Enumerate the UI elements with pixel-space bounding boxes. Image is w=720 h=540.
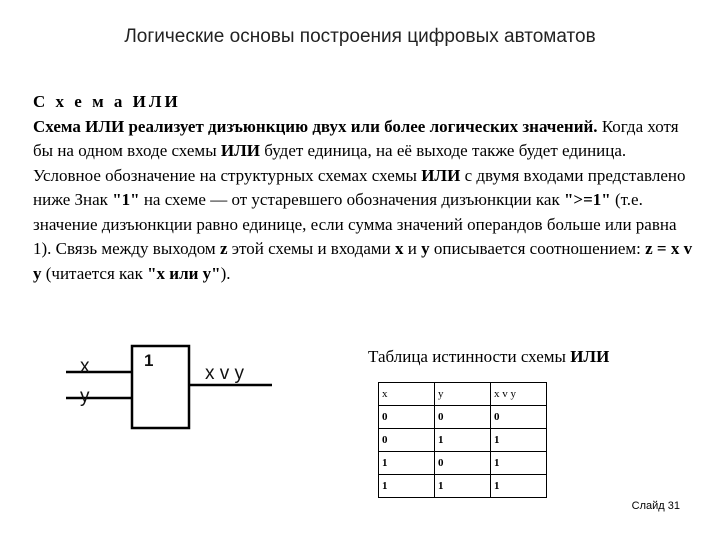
- caption-prefix: Таблица истинности схемы: [368, 347, 571, 366]
- table-cell: 1: [379, 475, 435, 498]
- gate-symbol: 1: [144, 351, 154, 370]
- notation-text-c: на схеме — от устаревшего обозначения дизъюнкции как: [139, 190, 564, 209]
- paragraph-notation: [33, 164, 693, 287]
- table-cell: 0: [435, 406, 491, 429]
- caption-or: ИЛИ: [570, 347, 610, 366]
- truth-table: [378, 382, 547, 498]
- notation-text-b: с двумя входами представлено ниже Знак: [33, 165, 686, 209]
- var-x: x: [395, 239, 404, 258]
- table-cell: 0: [379, 406, 435, 429]
- table-cell: 0: [379, 429, 435, 452]
- table-cell: 1: [491, 475, 547, 498]
- table-header-row: [379, 383, 547, 406]
- formula-reading: "x или y": [147, 263, 221, 283]
- table-row: [379, 429, 547, 452]
- or-term: ИЛИ: [220, 141, 265, 160]
- var-y: y: [421, 239, 430, 258]
- or-term: ИЛИ: [421, 165, 461, 185]
- table-row: [379, 406, 547, 429]
- formula: z = x v y: [33, 239, 693, 283]
- truth-table-caption: [368, 347, 609, 367]
- input-x-label: x: [80, 356, 90, 377]
- table-cell: 0: [491, 406, 547, 429]
- header-x-or-y: x v y: [491, 383, 547, 406]
- paragraph-definition: [33, 115, 693, 164]
- slide-title: Логические основы построения цифровых автоматов: [124, 26, 596, 47]
- table-cell: 1: [491, 452, 547, 475]
- notation-text-h: ).: [220, 263, 231, 283]
- definition-text-2: будет единица, на её выходе также будет единица.: [264, 141, 627, 160]
- table-cell: 1: [435, 429, 491, 452]
- table-row: [379, 452, 547, 475]
- output-label: x v y: [205, 363, 245, 384]
- definition-bold: Схема ИЛИ реализует дизъюнкцию двух или более логических значений.: [33, 116, 598, 136]
- notation-text-a: Условное обозначение на структурных схемах схемы: [33, 165, 422, 185]
- var-z: z: [219, 239, 228, 258]
- notation-text-e: этой схемы и входами: [227, 239, 395, 258]
- sign-one: "1": [112, 190, 140, 209]
- sign-ge-one: ">=1": [563, 190, 611, 209]
- notation-text-d: (т.е. значение дизъюнкции равно единице, если сумма значений операндов больше или равна 1). Связь между выходом: [33, 190, 677, 258]
- notation-text-g: (читается как: [41, 263, 148, 283]
- slide-number: Слайд 31: [631, 500, 680, 512]
- section-heading: С х е м а ИЛИ: [33, 92, 181, 111]
- input-y-label: y: [80, 386, 90, 407]
- header-y: y: [435, 383, 491, 406]
- table-row: [379, 475, 547, 498]
- gate-body: [132, 346, 189, 428]
- table-cell: 1: [435, 475, 491, 498]
- notation-and: и: [403, 239, 422, 258]
- body-text: [33, 90, 693, 286]
- table-cell: 1: [491, 429, 547, 452]
- header-x: x: [379, 383, 435, 406]
- table-cell: 0: [435, 452, 491, 475]
- table-cell: 1: [379, 452, 435, 475]
- definition-text-1: Когда хотя бы на одном входе схемы: [33, 116, 679, 160]
- notation-text-f: описывается соотношением:: [429, 239, 646, 258]
